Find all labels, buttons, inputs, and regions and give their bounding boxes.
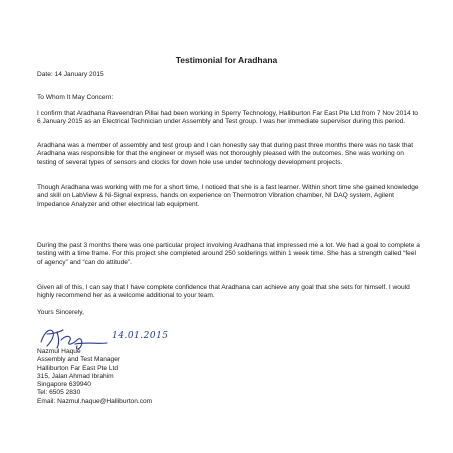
signer-block (37, 348, 152, 406)
closing: Yours Sincerely, (37, 309, 84, 316)
signer-address-line-1: 315, Jalan Ahmad Ibrahim (37, 372, 114, 380)
signer-company: Halliburton Far East Pte Ltd (37, 364, 118, 372)
paragraph-1: I confirm that Aradhana Raveendran Pillai had been working in Sperry Technology, Halliburton Far East Pte Ltd from 7 Nov 2014 to 6 January 2015 as an Electrical Technician under Assembly and Test group. I was her immediate supervisor during this period. (37, 110, 418, 126)
signer-name: Nazmul Haque (37, 348, 81, 355)
signer-email[interactable]: Email: Nazmul.haque@Halliburton.com (37, 397, 153, 405)
signer-position: Assembly and Test Manager (37, 356, 121, 364)
paragraph-4: During the past 3 months there was one particular project involving Aradhana that impressed me a lot. We had a goal to complete a testing with a time frame. For this project she completed around 250 solderings within 1 week time. She has a strength called “feel of agency” and “can do attitude”. (37, 242, 420, 266)
paragraph-2: Aradhana was a member of assembly and test group and I can honestly say that during past three months there was no task that Aradhana was responsible for that the engineer or myself was not thoroughly pleased with the outcomes. She was working on testing of several types of sensors and clocks for down hole use under technology development projects. (37, 142, 414, 166)
signature-date: 14.01.2015 (112, 331, 169, 341)
signer-telephone: Tel: 6505 2830 (37, 389, 81, 397)
salutation: To Whom It May Concern: (37, 94, 114, 101)
signer-address-line-2: Singapore 639940 (37, 381, 91, 389)
letter-date: Date: 14 January 2015 (37, 71, 104, 78)
paragraph-5: Given all of this, I can say that I have complete confidence that Aradhana can achieve any goal that she sets for himself. I would highly recommend her as a welcome additional to your team. (37, 284, 410, 300)
paragraph-3: Though Aradhana was working with me for a short time, I noticed that she is a fast learner. Within short time she gained knowledge and skill on LabView & Ni-Signal express, hands on experience on Thermotron Vibration chamber, NI DAQ system, Agilent Impedance Analyzer and other electrical lab equipment. (37, 184, 419, 208)
letter-title: Testimonial for Aradhana (175, 55, 278, 65)
